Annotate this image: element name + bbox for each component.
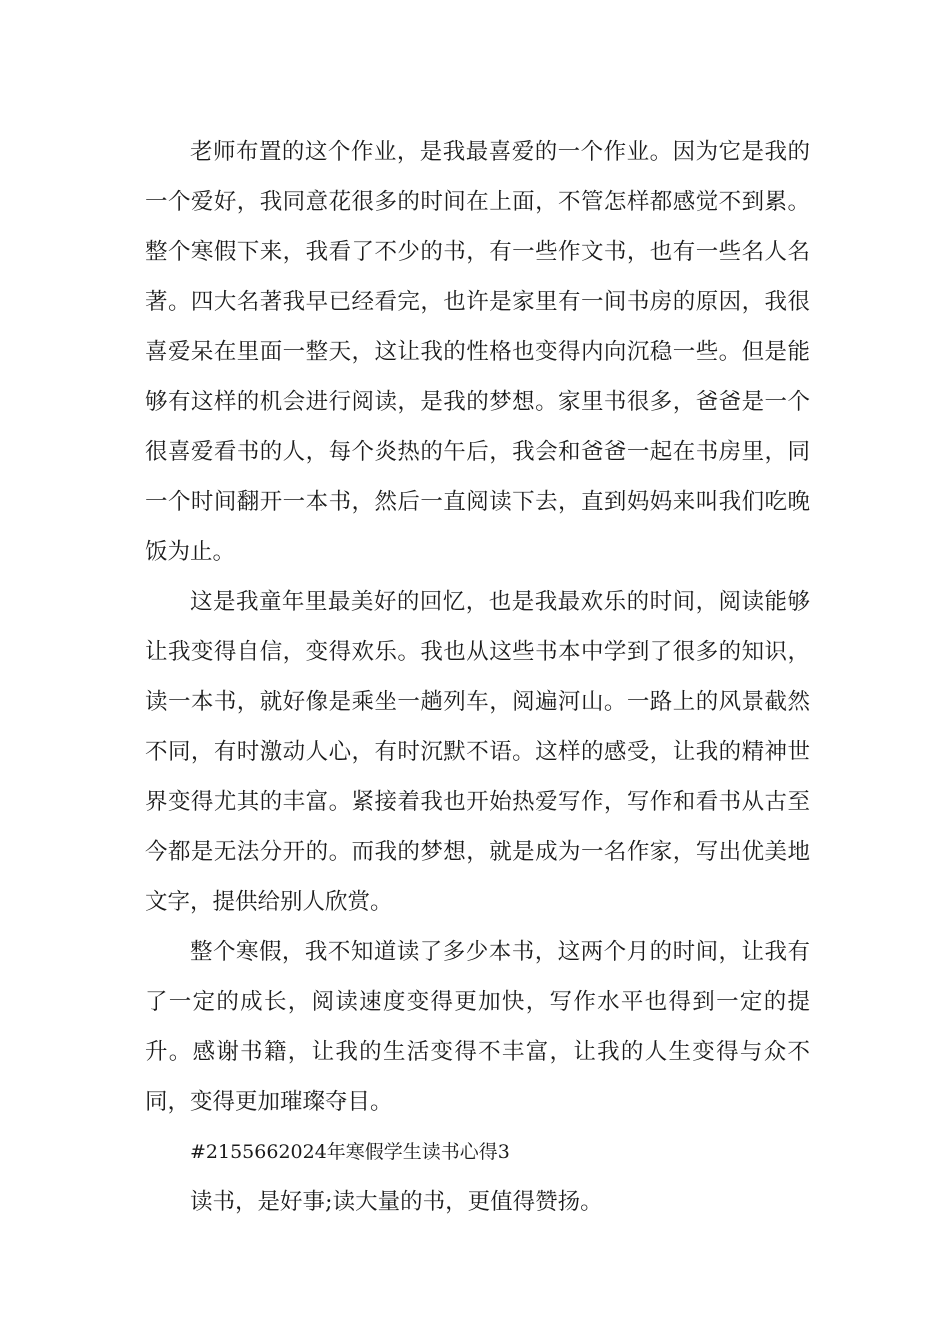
paragraph-3: 整个寒假，我不知道读了多少本书，这两个月的时间，让我有了一定的成长，阅读速度变得更加快，写作水平也得到一定的提升。感谢书籍，让我的生活变得不丰富，让我的人生变得与众不同，变得更加璀璨夺目。 [145,939,810,1115]
section-heading: #2155662024年寒假学生读书心得3 [190,1141,510,1163]
paragraph-4: 读书，是好事;读大量的书，更值得赞扬。 [190,1189,603,1215]
paragraph-2: 这是我童年里最美好的回忆，也是我最欢乐的时间，阅读能够让我变得自信，变得欢乐。我也从这些书本中学到了很多的知识，读一本书，就好像是乘坐一趟列车，阅遍河山。一路上的风景截然不同，有时激动人心，有时沉默不语。这样的感受，让我的精神世界变得尤其的丰富。紧接着我也开始热爱写作，写作和看书从古至今都是无法分开的。而我的梦想，就是成为一名作家，写出优美地文字，提供给别人欣赏。 [145,589,810,915]
paragraph-1: 老师布置的这个作业，是我最喜爱的一个作业。因为它是我的一个爱好，我同意花很多的时间在上面，不管怎样都感觉不到累。整个寒假下来，我看了不少的书，有一些作文书，也有一些名人名著。四大名著我早已经看完，也许是家里有一间书房的原因，我很喜爱呆在里面一整天，这让我的性格也变得内向沉稳一些。但是能够有这样的机会进行阅读，是我的梦想。家里书很多，爸爸是一个很喜爱看书的人，每个炎热的午后，我会和爸爸一起在书房里，同一个时间翻开一本书，然后一直阅读下去，直到妈妈来叫我们吃晚饭为止。 [145,139,810,565]
document-body [145,127,810,1227]
